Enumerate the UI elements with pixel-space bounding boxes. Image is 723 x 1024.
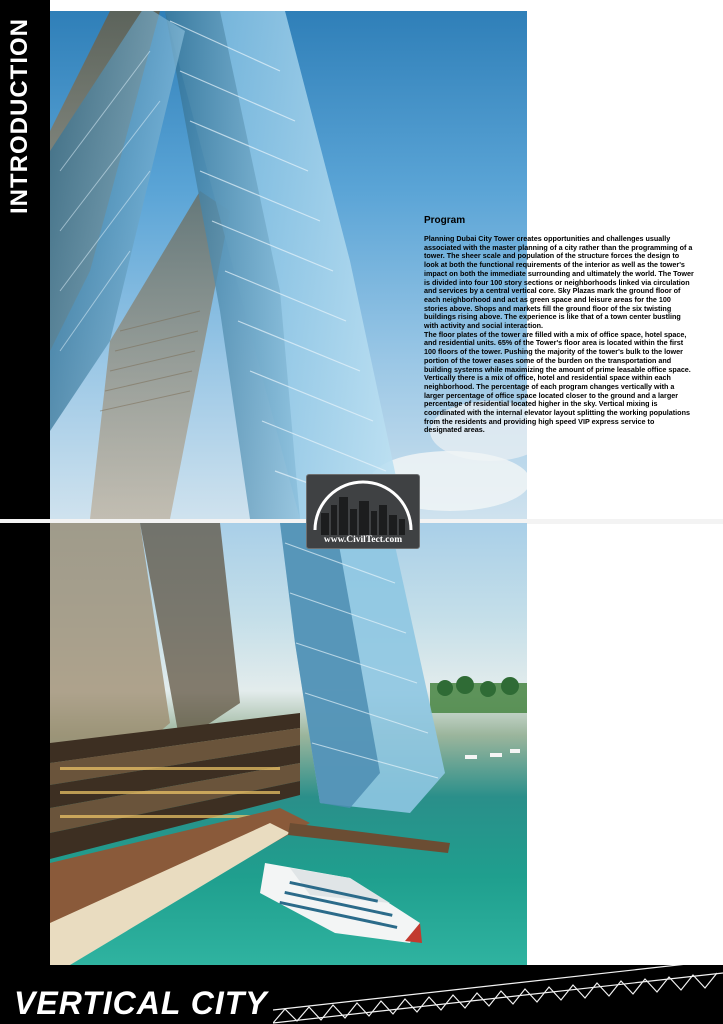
- truss-graphic: [273, 965, 723, 1024]
- page-title: VERTICAL CITY: [14, 985, 268, 1021]
- tower-base-illustration: [50, 523, 527, 965]
- program-title: Program: [424, 215, 466, 226]
- program-paragraph-2: The floor plates of the tower are filled with a mix of office space, hotel space, and residential units. 65% of the Tower's floor area is located within the first 100 floors of the tower. Pushing the majority of the tower's bulk to the lower portion of the tower eases some of the burden on the transportation and building systems while maximizing the amount of prime leasable office space. Vertically there is a mix of office, hotel and residential space within each neighborhood. The percentage of each program changes vertically with a larger percentage of office space located closer to the ground and a larger percentage of residential located higher in the sky. Vertical mixing is coordinated with the internal elevator layout splitting the working populations from the residents and providing high speed VIP express service to designated areas.: [424, 329, 691, 435]
- side-strip-bottom: [0, 523, 50, 1024]
- title-band: [0, 965, 723, 1024]
- bottom-page: [0, 523, 723, 1024]
- side-strip: [0, 0, 50, 521]
- program-paragraph-1: Planning Dubai City Tower creates opportunities and challenges usually associated with the master planning of a city rather than the programming of a tower. The sheer scale and population of the structure forces the design to look at both the functional requirements of the interior as well as the tower's impact on both the immediate surrounding and ultimately the world. The Tower is divided into four 100 story sections or neighborhoods linked via circulation and services by a central vertical core. Sky Plazas mark the ground floor of each neighborhood and act as green space and leisure areas for the 100 stories above. Shops and markets fill the ground floor of the six twisting buildings rising above. The experience is like that of a town center bustling with activity and social interaction.: [424, 234, 694, 331]
- tower-rendering-bottom: [50, 523, 527, 965]
- watermark-text: www.CivilTect.com: [323, 535, 403, 545]
- side-heading: INTRODUCTION: [6, 18, 33, 214]
- watermark-logo: [306, 474, 420, 549]
- program-text: [424, 215, 694, 435]
